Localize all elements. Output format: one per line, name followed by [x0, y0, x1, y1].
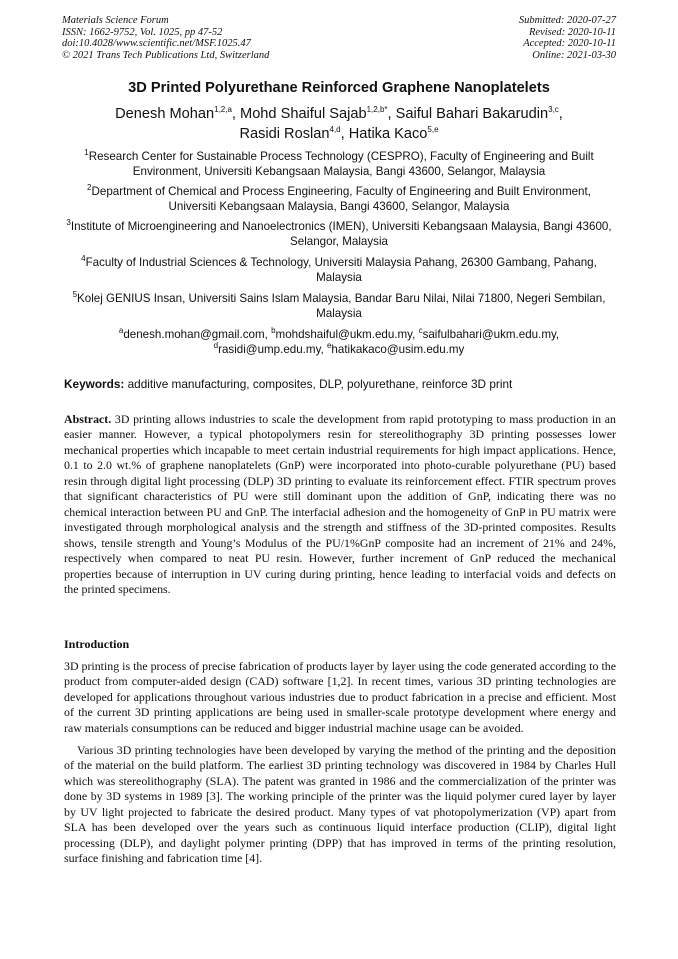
- email-mark: a: [118, 326, 124, 336]
- email-address: saifulbahari@ukm.edu.my,: [422, 328, 560, 341]
- affiliation-number: 2: [87, 183, 92, 193]
- affiliation-5: [62, 291, 616, 322]
- author-name: Saiful Bahari Bakarudin: [395, 106, 549, 122]
- paper-title: 3D Printed Polyurethane Reinforced Graphene Nanoplatelets: [128, 80, 550, 96]
- date-accepted: Accepted: 2020-10-11: [523, 38, 616, 50]
- affiliation-text: Department of Chemical and Process Engineering, Faculty of Engineering and Built Environment, Universiti Kebangsaan Malaysia, Bangi 43600, Selangor, Malaysia: [91, 185, 591, 214]
- introduction-paragraph-1: 3D printing is the process of precise fabrication of products layer by layer using the code generated according to the product from computer-aided design (CAD) software [1,2]. In recent times, various 3D printing technologies are developed for applications throughout various industries due to product fabrication in a precise and efficient. Most of the current 3D printing applications are being used in smaller-scale prototype development where energy and raw materials consumptions can be reduced and bigger industrial machine usage can be avoided.: [64, 659, 616, 735]
- affiliation-number: 4: [81, 254, 86, 264]
- author-affiliation-mark: 4,d: [329, 125, 341, 135]
- journal-copyright: © 2021 Trans Tech Publications Ltd, Switzerland: [62, 49, 270, 61]
- abstract-label: Abstract.: [64, 412, 112, 426]
- email-mark: d: [213, 341, 219, 351]
- journal-issn: ISSN: 1662-9752, Vol. 1025, pp 47-52: [62, 26, 223, 38]
- email-separator: ,: [412, 328, 419, 341]
- journal-doi: doi:10.4028/www.scientific.net/MSF.1025.47: [62, 38, 251, 50]
- author-name: Hatika Kaco: [348, 126, 428, 142]
- author-name: Mohd Shaiful Sajab: [240, 106, 367, 122]
- author-separator: ,: [231, 106, 241, 122]
- keywords: [64, 377, 616, 392]
- journal-header-left: [62, 15, 269, 61]
- author-affiliation-mark: 3,c: [548, 105, 559, 115]
- author-emails: [62, 327, 616, 358]
- abstract: [64, 412, 616, 597]
- affiliation-text: Faculty of Industrial Sciences & Technology, Universiti Malaysia Pahang, 26300 Gambang, Pahang, Malaysia: [85, 256, 597, 285]
- email-separator: ,: [320, 343, 327, 357]
- date-submitted: Submitted: 2020-07-27: [518, 15, 616, 26]
- email-mark: b: [271, 326, 276, 336]
- email-address: rasidi@ump.edu.my: [218, 343, 321, 357]
- author-name: Rasidi Roslan: [239, 126, 330, 142]
- author-list: [40, 104, 638, 144]
- affiliation-4: [62, 255, 616, 286]
- author-affiliation-mark: 1,2,a: [214, 105, 232, 115]
- affiliation-number: 5: [72, 290, 78, 300]
- introduction-heading: Introduction: [64, 637, 130, 651]
- email-mark: e: [326, 341, 332, 351]
- author-separator: ,: [340, 126, 349, 142]
- email-separator: ,: [264, 328, 272, 341]
- affiliation-text: Institute of Microengineering and Nanoelectronics (IMEN), Universiti Kebangsaan Malaysia, Bangi 43600, Selangor, Malaysia: [70, 220, 612, 249]
- email-address: hatikakaco@usim.edu.my: [331, 343, 465, 357]
- author-affiliation-mark: 1,2,b*: [366, 105, 388, 115]
- author-name: Denesh Mohan: [115, 106, 215, 122]
- keywords-label: Keywords:: [64, 377, 125, 391]
- affiliation-1: [62, 149, 616, 180]
- author-separator: ,: [387, 106, 396, 122]
- email-address: mohdshaiful@ukm.edu.my: [275, 328, 413, 341]
- affiliation-3: [62, 219, 616, 250]
- affiliation-text: Kolej GENIUS Insan, Universiti Sains Islam Malaysia, Bandar Baru Nilai, Nilai 71800, Negeri Sembilan, Malaysia: [77, 292, 606, 321]
- affiliation-text: Research Center for Sustainable Process Technology (CESPRO), Faculty of Engineering and Built Environment, Universiti Kebangsaan Malaysia, Bangi 43600, Selangor, Malaysia: [88, 150, 594, 179]
- author-separator: ,: [558, 106, 563, 122]
- keywords-text: additive manufacturing, composites, DLP, polyurethane, reinforce 3D print: [127, 377, 513, 391]
- affiliation-2: [62, 184, 616, 215]
- date-revised: Revised: 2020-10-11: [529, 26, 616, 38]
- author-affiliation-mark: 5,e: [427, 125, 439, 135]
- abstract-text: 3D printing allows industries to scale the development from rapid prototyping to mass production in an easier manner. However, a typical photopolymers resin for stereolithography 3D printing possesses lower mechanical properties which incapable to meet certain industrial requirements for high impact applications. Hence, 0.1 to 2.0 wt.% of graphene nanoplatelets (GnP) were incorporated into photo-curable polyurethane (PU) based resin through digital light processing (DLP) 3D printing to evaluate its reinforcement effect. FTIR spectrum proves that significant characteristics of PU were still dominant upon the addition of GnP, indicating there was no chemical interaction between PU and GnP. The interfacial adhesion and the homogeneity of GnP in PU matrix were investigated through morphological analysis and the strength and stiffness of the 3D-printed composites. Results shows, tensile strength and Young’s Modulus of the PU/1%GnP composite had an increment of 21% and 24%, respectively when compared to neat PU resin. However, further increment of GnP reduced the mechanical properties because of interruption in UV curing during printing, hence leading to interfacial voids and defects on the printed specimens.: [64, 412, 616, 596]
- journal-header-right: [519, 15, 616, 61]
- email-address: denesh.mohan@gmail.com: [123, 328, 265, 341]
- introduction-paragraph-2: Various 3D printing technologies have been developed by varying the method of the printing and the deposition of the material on the build platform. The earliest 3D printing technology was discovered in 1984 by Charles Hull which was stereolithography (SLA). The patent was granted in 1986 and the commercialization of the printer was done by 3D systems in 1989 [3]. The working principle of the printer was the liquid polymer cured layer by layer by UV light projected to fabricate the desired product. Many types of vat photopolymerization (VP) apart from SLA has been developed over the years such as continuous liquid interface production (CLIP), digital light processing (DLP), and daylight polymer printing (DPP) that has improved in terms of the printing resolution, surface finishing and fabrication time [4].: [64, 743, 616, 866]
- date-online: Online: 2021-03-30: [532, 49, 616, 61]
- affiliation-number: 1: [84, 148, 89, 158]
- email-mark: c: [418, 326, 423, 336]
- affiliation-number: 3: [66, 218, 71, 228]
- journal-name: Materials Science Forum: [62, 15, 169, 26]
